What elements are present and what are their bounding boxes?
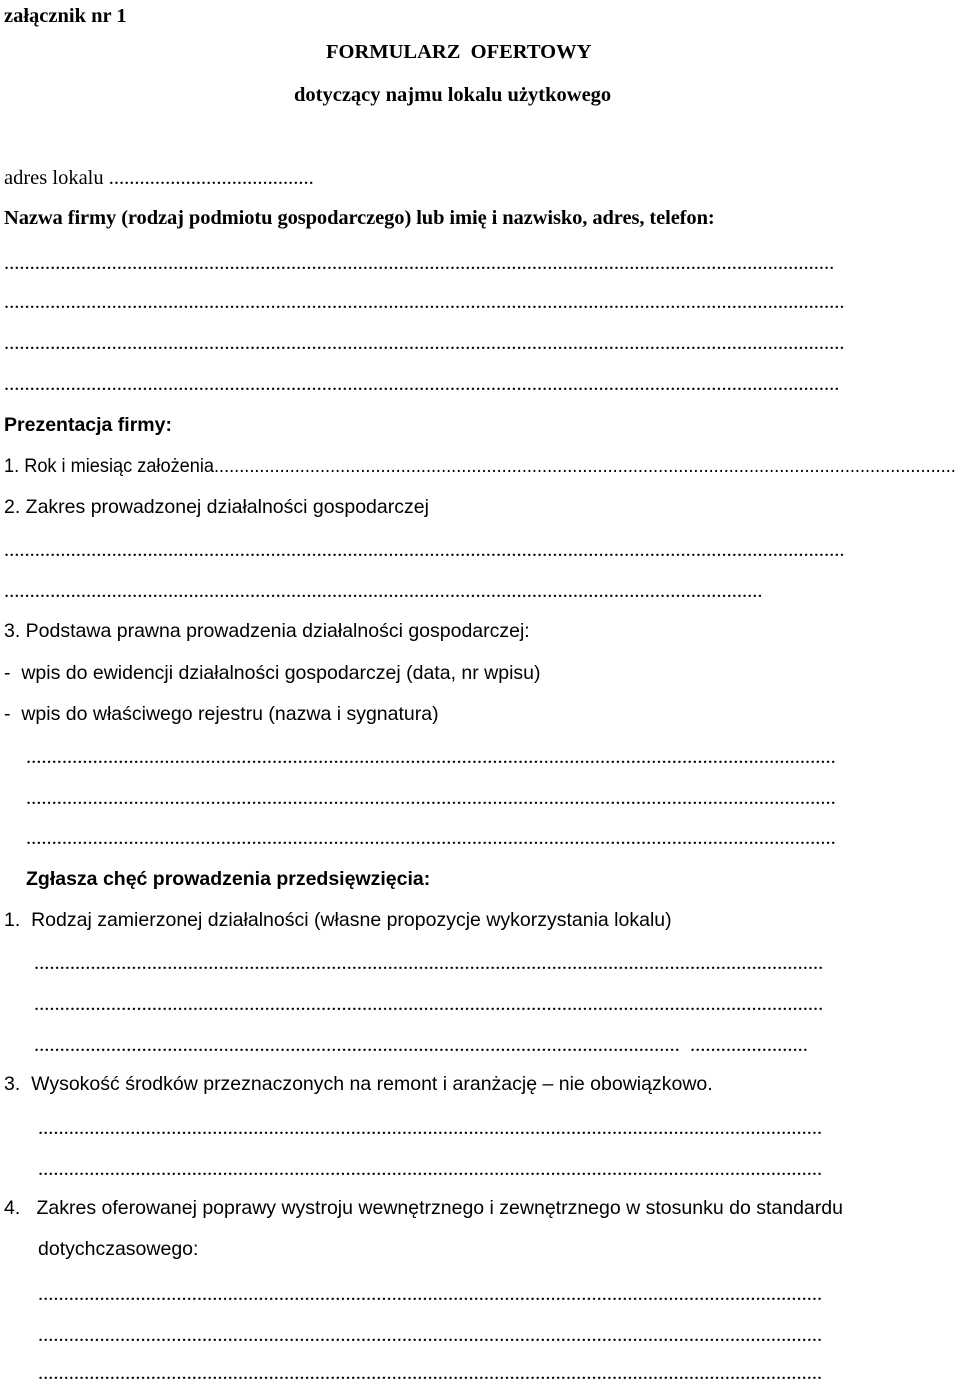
attachment-label: załącznik nr 1 [4,5,127,27]
address-dots[interactable]: ........................................ [108,167,314,189]
presentation-item-2-dots[interactable]: .................................................................................................................................................................... [4,539,845,561]
intent-item-3: 3. Wysokość środków przeznaczonych na remont i aranżację – nie obowiązkowo. [4,1073,713,1095]
presentation-item-3-dots[interactable]: .............................................................................................................................................................. [26,787,836,809]
intent-item-4-dots[interactable]: ......................................................................................................................................................... [38,1362,823,1384]
presentation-item-2-dots[interactable]: .................................................................................................................................................... [4,580,763,602]
address-label: adres lokalu [4,167,104,189]
company-dots-line[interactable]: ................................................................................................................................................................... [4,373,840,395]
intent-item-1-dots[interactable]: .............................................................................................................................. ....................... [34,1034,808,1056]
presentation-item-3-dots[interactable]: .............................................................................................................................................................. [26,827,836,849]
intent-item-1-dots[interactable]: .......................................................................................................................................................... [34,952,824,974]
intent-item-1: 1. Rodzaj zamierzonej działalności (własne propozycje wykorzystania lokalu) [4,909,672,931]
company-dots-line[interactable]: .................................................................................................................................................................. [4,252,835,274]
intent-item-4-dots[interactable]: ......................................................................................................................................................... [38,1283,823,1305]
presentation-heading: Prezentacja firmy: [4,414,172,436]
presentation-item-3-dots[interactable]: .............................................................................................................................................................. [26,746,836,768]
presentation-item-1-dots[interactable]: ................................................................................................................................................ [229,455,956,477]
presentation-item-3: 3. Podstawa prawna prowadzenia działalności gospodarczej: [4,620,530,642]
intent-item-1-dots[interactable]: .......................................................................................................................................................... [34,993,824,1015]
intent-item-4-dots[interactable]: ......................................................................................................................................................... [38,1324,823,1346]
presentation-item-3-a: - wpis do ewidencji działalności gospodarczej (data, nr wpisu) [4,662,541,684]
form-title: FORMULARZ OFERTOWY [326,41,592,63]
intent-item-4-line-2: dotychczasowego: [38,1238,199,1260]
intent-item-4-line-1: 4. Zakres oferowanej poprawy wystroju wewnętrznego i zewnętrznego w stosunku do standardu [4,1197,843,1219]
form-subtitle: dotyczący najmu lokalu użytkowego [294,84,612,106]
presentation-item-2: 2. Zakres prowadzonej działalności gospodarczej [4,496,429,518]
intent-item-3-dots[interactable]: ......................................................................................................................................................... [38,1117,823,1139]
company-label: Nazwa firmy (rodzaj podmiotu gospodarczego) lub imię i nazwisko, adres, telefon: [4,207,715,229]
presentation-item-1: 1. Rok i miesiąc założenia................................................................................................................................................... [4,455,956,477]
intent-item-3-dots[interactable]: ......................................................................................................................................................... [38,1158,823,1180]
address-row [4,166,314,190]
company-dots-line[interactable]: .................................................................................................................................................................... [4,332,845,354]
intent-heading: Zgłasza chęć prowadzenia przedsięwzięcia: [26,868,431,890]
company-dots-line[interactable]: .................................................................................................................................................................... [4,291,845,313]
presentation-item-3-b: - wpis do właściwego rejestru (nazwa i sygnatura) [4,703,439,725]
